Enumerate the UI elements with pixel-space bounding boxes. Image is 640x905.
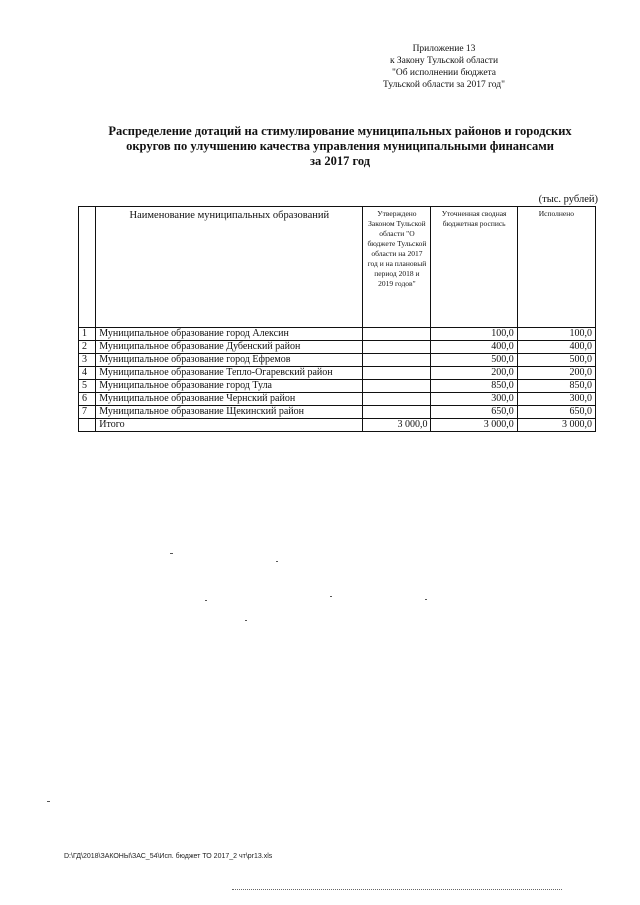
- table-row: [79, 380, 596, 393]
- header-approved: Утверждено Законом Тульской области "О бюджете Тульской области на 2017 год и на плановый период 2018 и 2019 годов": [363, 207, 431, 328]
- row-revised: 400,0: [431, 341, 517, 354]
- row-name: Муниципальное образование город Ефремов: [96, 354, 363, 367]
- table-row: [79, 393, 596, 406]
- appendix-line-4: Тульской области за 2017 год": [383, 80, 505, 90]
- row-revised: 300,0: [431, 393, 517, 406]
- table-row: [79, 406, 596, 419]
- row-name: Муниципальное образование город Тула: [96, 380, 363, 393]
- row-number: 1: [79, 328, 96, 341]
- appendix-block: [344, 43, 544, 91]
- row-number: 2: [79, 341, 96, 354]
- row-approved: [363, 380, 431, 393]
- row-number: 4: [79, 367, 96, 380]
- row-name: Муниципальное образование Щекинский район: [96, 406, 363, 419]
- row-executed: 400,0: [517, 341, 595, 354]
- table-header-row: [79, 207, 596, 328]
- header-number: [79, 207, 96, 328]
- row-revised: 650,0: [431, 406, 517, 419]
- table-row: [79, 354, 596, 367]
- row-approved: [363, 328, 431, 341]
- row-number: 7: [79, 406, 96, 419]
- row-executed: 650,0: [517, 406, 595, 419]
- total-executed: 3 000,0: [517, 419, 595, 432]
- row-executed: 100,0: [517, 328, 595, 341]
- row-revised: 100,0: [431, 328, 517, 341]
- appendix-line-1: Приложение 13: [412, 44, 476, 54]
- total-row: [79, 419, 596, 432]
- row-number: 5: [79, 380, 96, 393]
- total-approved: 3 000,0: [363, 419, 431, 432]
- table-row: [79, 367, 596, 380]
- header-name: Наименование муниципальных образований: [96, 207, 363, 328]
- units-label: (тыс. рублей): [538, 194, 598, 205]
- row-executed: 200,0: [517, 367, 595, 380]
- total-number: [79, 419, 96, 432]
- header-executed: Исполнено: [517, 207, 595, 328]
- scan-speck: [245, 620, 247, 621]
- row-revised: 850,0: [431, 380, 517, 393]
- header-revised: Уточненная сводная бюджетная роспись: [431, 207, 517, 328]
- row-executed: 850,0: [517, 380, 595, 393]
- file-path-footer: D:\ГД\2018\ЗАКОНЫ\ЗАС_54\Исп. бюджет ТО 2017_2 чт\pr13.xls: [64, 853, 273, 860]
- row-approved: [363, 367, 431, 380]
- row-name: Муниципальное образование Дубенский район: [96, 341, 363, 354]
- scan-speck: [276, 561, 278, 562]
- row-approved: [363, 393, 431, 406]
- row-executed: 500,0: [517, 354, 595, 367]
- row-name: Муниципальное образование Чернский район: [96, 393, 363, 406]
- row-name: Муниципальное образование город Алексин: [96, 328, 363, 341]
- total-label: Итого: [96, 419, 363, 432]
- scan-speck: [425, 599, 427, 600]
- scan-speck: [205, 600, 207, 601]
- table-row: [79, 328, 596, 341]
- scan-speck: [47, 801, 50, 802]
- scan-speck: [330, 596, 332, 597]
- row-executed: 300,0: [517, 393, 595, 406]
- title-line-1: Распределение дотаций на стимулирование муниципальных районов и городских: [108, 124, 572, 138]
- row-revised: 500,0: [431, 354, 517, 367]
- title-line-2: округов по улучшению качества управления муниципальными финансами: [126, 139, 554, 153]
- title-line-3: за 2017 год: [309, 154, 371, 168]
- row-approved: [363, 406, 431, 419]
- table-row: [79, 341, 596, 354]
- row-number: 6: [79, 393, 96, 406]
- total-revised: 3 000,0: [431, 419, 517, 432]
- row-revised: 200,0: [431, 367, 517, 380]
- subsidy-table: [78, 206, 596, 432]
- appendix-line-3: "Об исполнении бюджета: [391, 68, 497, 78]
- row-approved: [363, 341, 431, 354]
- scan-speck: [170, 553, 173, 554]
- row-number: 3: [79, 354, 96, 367]
- scan-dotted-line: [232, 889, 562, 891]
- appendix-line-2: к Закону Тульской области: [389, 56, 499, 66]
- row-name: Муниципальное образование Тепло-Огаревский район: [96, 367, 363, 380]
- row-approved: [363, 354, 431, 367]
- document-title: [70, 124, 610, 169]
